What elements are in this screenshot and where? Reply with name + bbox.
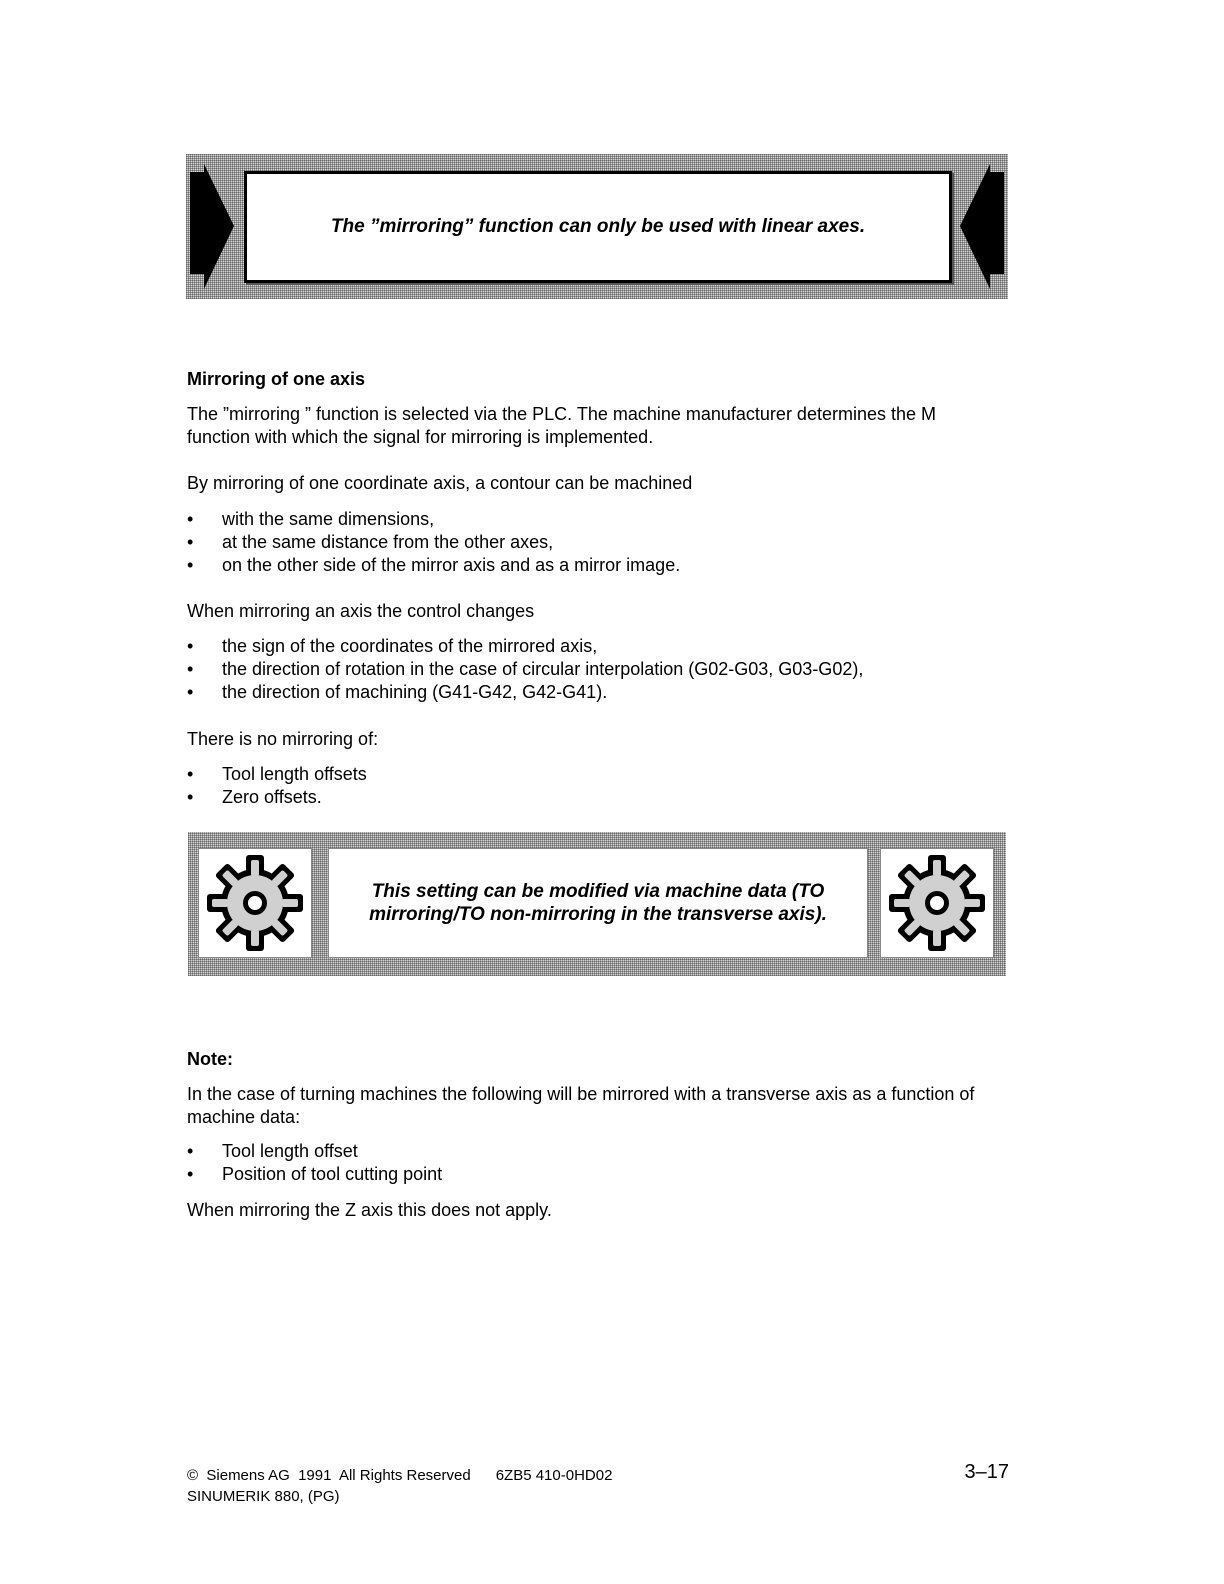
machine-data-text: This setting can be modified via machine data (TO mirroring/TO non-mirroring in the transverse axis). xyxy=(369,881,827,925)
list-item: • on the other side of the mirror axis and as a mirror image. xyxy=(187,554,987,577)
note-para2-block xyxy=(187,1199,987,1222)
list-item: • at the same distance from the other axes, xyxy=(187,531,987,554)
list-item: • the sign of the coordinates of the mirrored axis, xyxy=(187,635,987,658)
footer-product: SINUMERIK 880, (PG) xyxy=(187,1488,340,1505)
para2-block xyxy=(187,472,987,495)
list3-block xyxy=(187,763,987,809)
machine-data-box xyxy=(188,832,1006,976)
paragraph-control-changes: When mirroring an axis the control changes xyxy=(187,601,535,621)
gear-icon xyxy=(887,853,987,953)
list-item: • with the same dimensions, xyxy=(187,508,987,531)
list-item: • Zero offsets. xyxy=(187,786,987,809)
note-heading: Note: xyxy=(187,1049,233,1069)
intro-block xyxy=(187,403,987,449)
warning-text: The ”mirroring” function can only be used with linear axes. xyxy=(330,216,866,237)
note-closing-paragraph: When mirroring the Z axis this does not apply. xyxy=(187,1200,552,1220)
paragraph-contour: By mirroring of one coordinate axis, a contour can be machined xyxy=(187,473,693,493)
list1-block xyxy=(187,508,987,577)
paragraph-no-mirroring: There is no mirroring of: xyxy=(187,729,379,749)
list-item: • Tool length offsets xyxy=(187,763,987,786)
note-paragraph: In the case of turning machines the following will be mirrored with a transverse axis as a function of machine data: xyxy=(187,1084,975,1127)
list-item: • the direction of machining (G41-G42, G42-G41). xyxy=(187,681,987,704)
para3-block xyxy=(187,600,987,623)
gear-panel-left xyxy=(198,848,312,958)
bullet-list-contour xyxy=(187,508,987,577)
footer xyxy=(187,1465,612,1507)
note-heading-block xyxy=(187,1049,987,1070)
arrow-right-icon xyxy=(188,164,236,289)
bullet-list-no-mirroring xyxy=(187,763,987,809)
arrow-left-icon xyxy=(958,164,1006,289)
warning-panel xyxy=(244,171,952,283)
list-item: • the direction of rotation in the case of circular interpolation (G02-G03, G03-G02), xyxy=(187,658,987,681)
note-para1-block xyxy=(187,1083,987,1129)
note-list-block xyxy=(187,1140,987,1186)
gear-panel-right xyxy=(880,848,994,958)
para4-block xyxy=(187,728,987,751)
section-heading: Mirroring of one axis xyxy=(187,369,366,389)
footer-copyright: © Siemens AG 1991 All Rights Reserved 6ZB5 410-0HD02 xyxy=(187,1467,613,1484)
gear-icon xyxy=(205,853,305,953)
bullet-list-note xyxy=(187,1140,987,1186)
page-number: 3–17 xyxy=(964,1461,1009,1483)
list2-block xyxy=(187,635,987,704)
section-heading-block xyxy=(187,369,987,390)
bullet-list-changes xyxy=(187,635,987,704)
machine-data-panel xyxy=(328,848,868,958)
warning-box xyxy=(186,154,1008,299)
intro-paragraph: The ”mirroring ” function is selected via the PLC. The machine manufacturer determines the M function with which the signal for mirroring is implemented. xyxy=(187,404,936,447)
list-item: • Position of tool cutting point xyxy=(187,1163,987,1186)
list-item: • Tool length offset xyxy=(187,1140,987,1163)
